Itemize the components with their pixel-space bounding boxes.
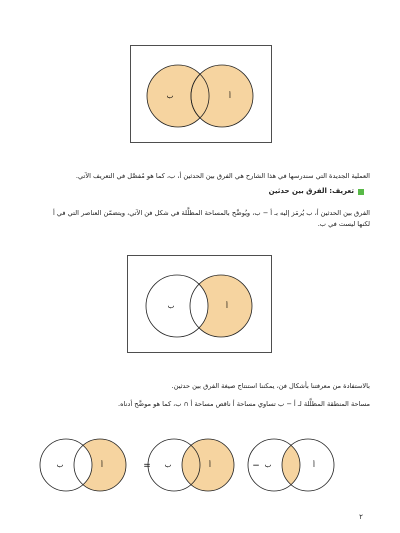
equals-sign: = xyxy=(143,461,151,471)
label-b: ب xyxy=(264,461,272,469)
label-a: أ xyxy=(209,461,211,469)
label-b: ب xyxy=(167,302,175,310)
label-b: ب xyxy=(166,92,174,100)
definition-bullet xyxy=(358,189,364,195)
definition-line-1: الفرق بين الحدثين أ، ب يُرمَز إليه بـ أ − ب، ويُوضَّح بالمساحة المظلَّلة في شكل فن الآتي، ويتضمّن العناصر التي في أ xyxy=(53,209,370,217)
diagram-a xyxy=(148,439,234,491)
paragraph-line-2: مساحة المنطقة المظلَّلة لـ أ − ب تساوي مساحة أ ناقص مساحة أ ∩ ب، كما هو موضَّح أدناه. xyxy=(118,400,370,408)
label-a: أ xyxy=(101,461,103,469)
diagram-a-intersect-b xyxy=(248,439,334,491)
label-a: أ xyxy=(229,92,231,100)
venn-difference-figure xyxy=(127,255,272,353)
paragraph-line-1: بالاستفادة من معرفتنا بأشكال فن، يمكننا استنتاج صيغة الفرق بين حدثين. xyxy=(171,382,370,390)
diagram-a-minus-b xyxy=(40,439,126,491)
intro-text: العملية الجديدة التي سندرسها في هذا الشارح هي الفرق بين الحدثين أ، ب، كما هو مُفصَّل في التعريف الآتي. xyxy=(75,172,370,180)
label-b: ب xyxy=(164,461,172,469)
label-a: أ xyxy=(226,302,228,310)
definition-line-2: لكنها ليست في ب. xyxy=(317,220,370,228)
label-a: أ xyxy=(313,461,315,469)
venn-equation xyxy=(38,434,378,496)
label-b: ب xyxy=(56,461,64,469)
definition-title: تعريف: الفرق بين حدثين xyxy=(268,187,354,195)
venn-union-figure xyxy=(130,45,272,143)
minus-sign: − xyxy=(252,461,260,471)
page-number: ٢ xyxy=(359,513,363,521)
